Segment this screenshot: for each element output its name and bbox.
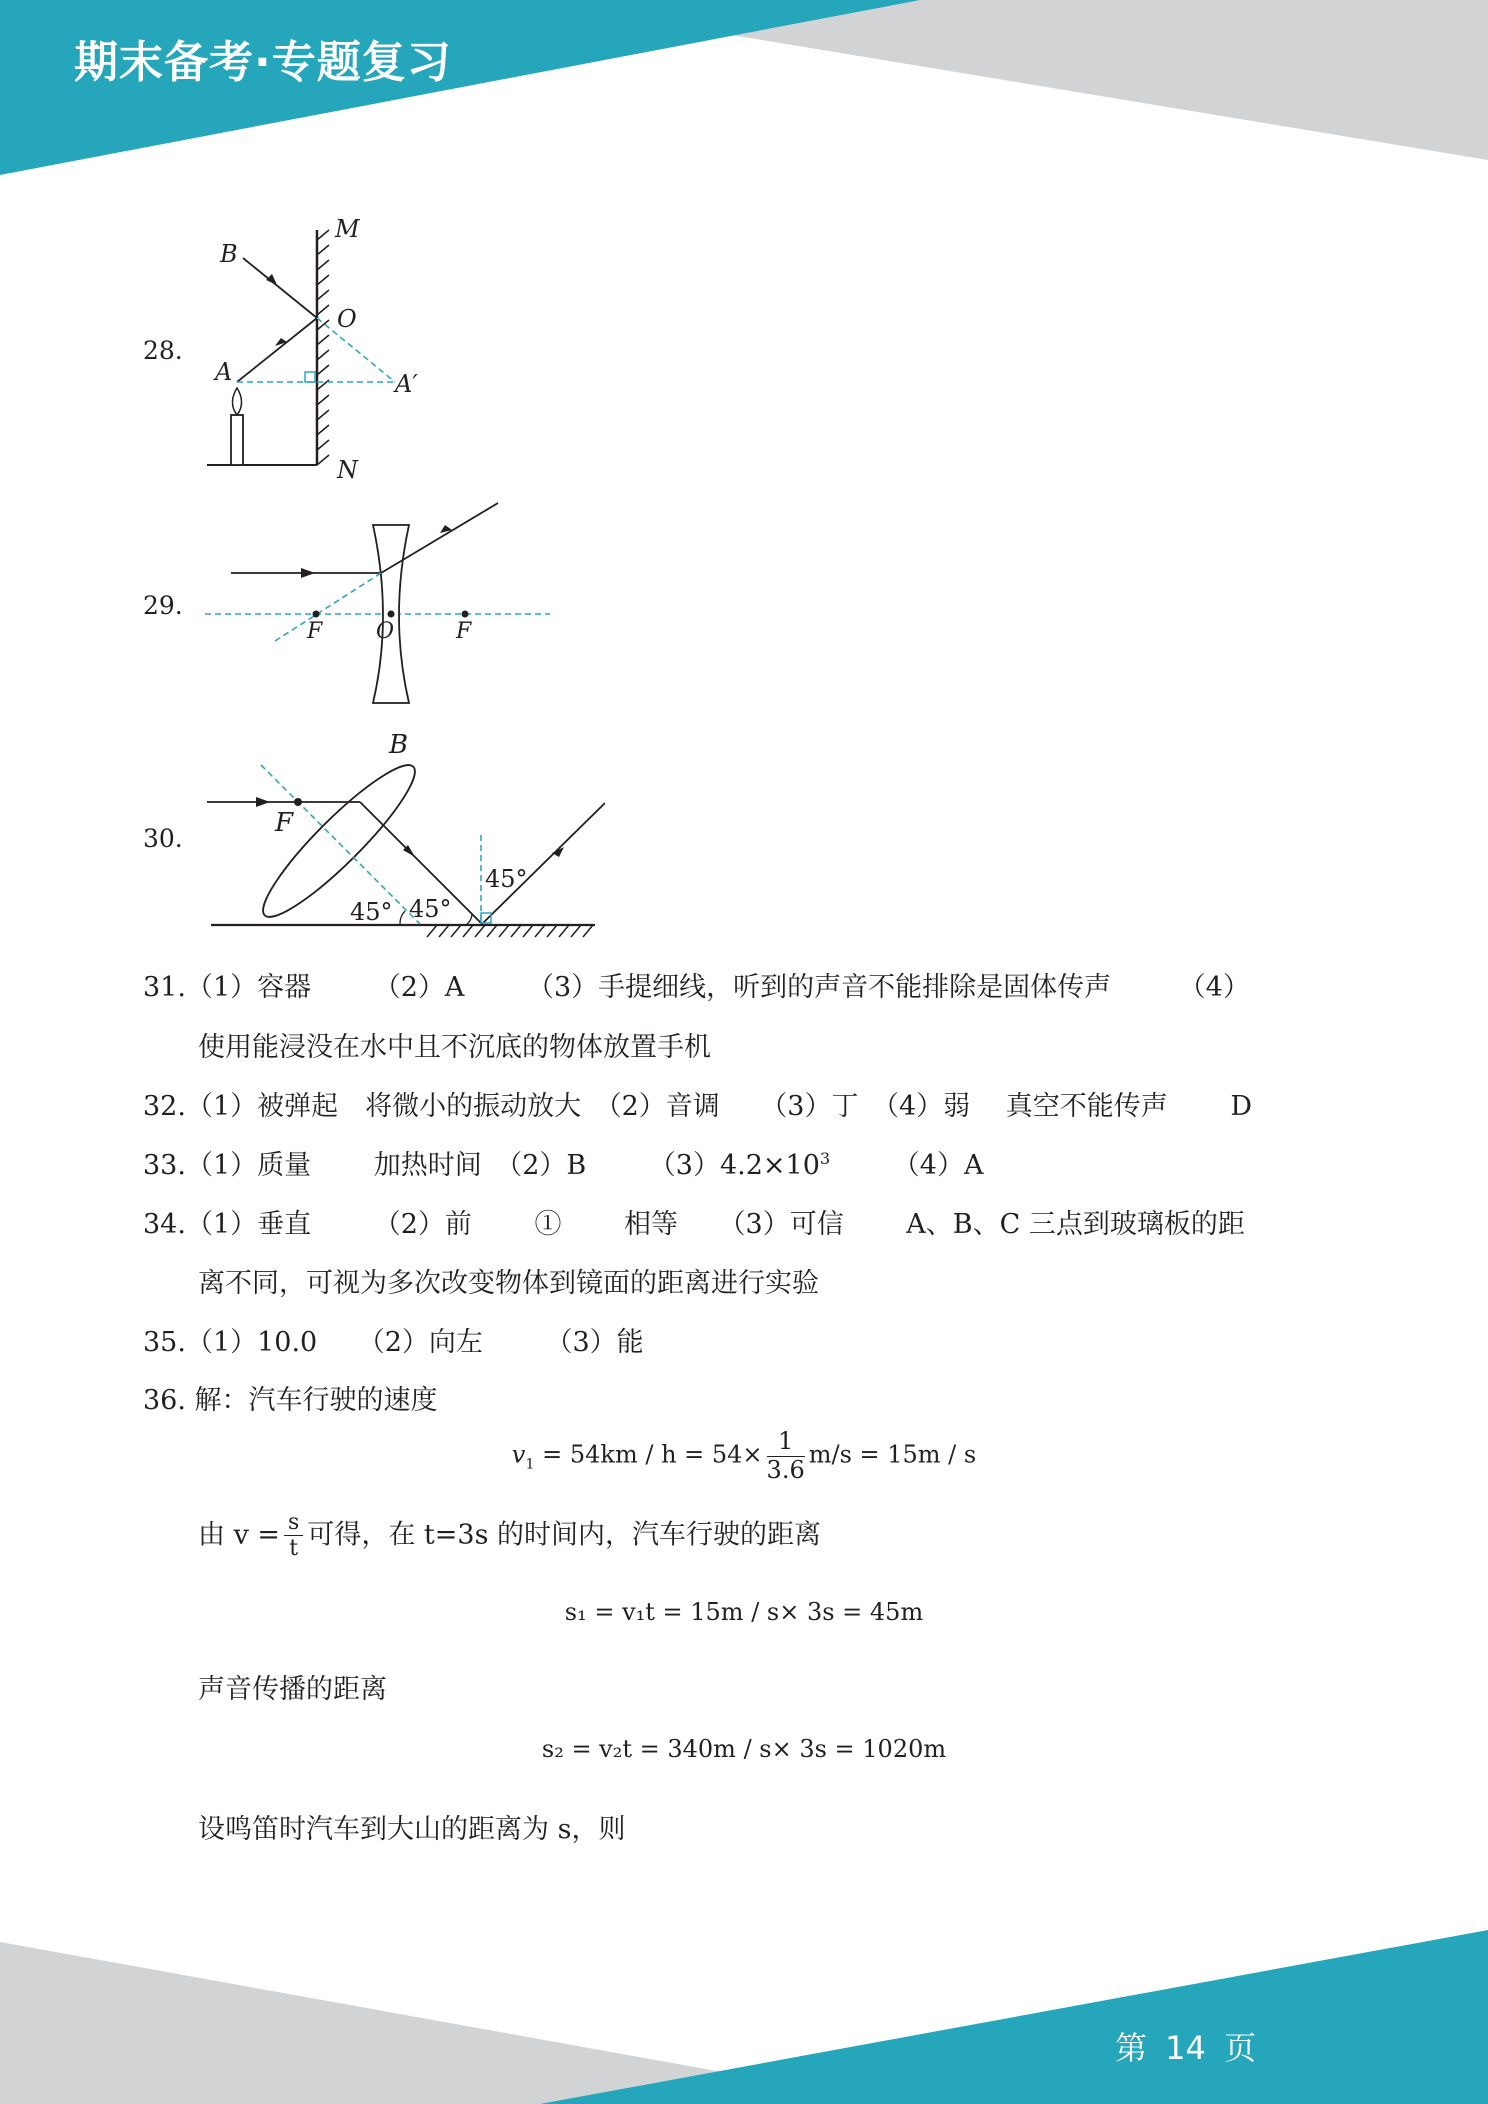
question-number-28: 28. [143, 336, 183, 365]
figure-29-lens-diagram [195, 495, 565, 710]
angle-label-3: 45° [485, 865, 528, 893]
label-A-prime: A′ [395, 370, 418, 398]
label-B: B [389, 730, 409, 760]
header-title: 期末备考·专题复习 [74, 37, 452, 88]
label-M: M [335, 215, 360, 243]
answer-36-setup: 设鸣笛时汽车到大山的距离为 s，则 [198, 1814, 626, 1845]
label-A: A [215, 358, 233, 386]
question-number-30: 30. [143, 824, 183, 853]
answer-36-intro: 36. 解：汽车行驶的速度 [143, 1385, 438, 1416]
answer-36-formula-line: 由 v = $\frac{s}{t}$ 可得，在 t=3s 的时间内，汽车行驶的距离 [198, 1510, 822, 1562]
label-F-right: F [456, 619, 472, 644]
angle-label-2: 45° [409, 895, 452, 923]
answer-32: 32.（1）被弹起 将微小的振动放大 （2）音调 （3）丁 （4）弱 真空不能传声 D [143, 1091, 1252, 1122]
label-B: B [220, 240, 238, 268]
page-number: 第 14 页 [1115, 2029, 1257, 2067]
answer-31-line1: 31.（1）容器 （2）A （3）手提细线，听到的声音不能排除是固体传声 （4） [143, 972, 1250, 1003]
figure-30-lens-mirror-diagram [195, 725, 605, 945]
angle-label-1: 45° [350, 898, 393, 926]
question-number-29: 29. [143, 591, 183, 620]
footer-banner [0, 1930, 1488, 2104]
answer-31-line2: 使用能浸没在水中且不沉底的物体放置手机 [198, 1032, 711, 1063]
label-O: O [337, 305, 357, 333]
answer-34-line2: 离不同，可视为多次改变物体到镜面的距离进行实验 [198, 1268, 819, 1299]
label-N: N [337, 456, 358, 484]
label-O: O [376, 619, 395, 644]
equation-car-distance: s₁ = v₁t = 15m / s× 3s = 45m [564, 1598, 924, 1626]
label-F-left: F [307, 619, 323, 644]
answer-34-line1: 34.（1）垂直 （2）前 ① 相等 （3）可信 A、B、C 三点到玻璃板的距 [143, 1209, 1245, 1240]
equation-velocity: $v_1 = 54km / h = 54\times$ $\frac{1}{3.6}$ m/s = 15m / s [511, 1427, 977, 1484]
answer-36-sound-distance-label: 声音传播的距离 [198, 1674, 387, 1705]
answer-35: 35.（1）10.0 （2）向左 （3）能 [143, 1327, 644, 1358]
mirror-hatching [427, 925, 593, 937]
figure-28-mirror-diagram [195, 210, 445, 490]
equation-sound-distance: s₂ = v₂t = 340m / s× 3s = 1020m [541, 1735, 947, 1763]
mirror-hatching [317, 230, 329, 465]
answer-33: 33.（1）质量 加热时间 （2）B $(3)4.2\times 10^3$ （4）A [143, 1149, 984, 1181]
label-F: F [275, 808, 294, 838]
